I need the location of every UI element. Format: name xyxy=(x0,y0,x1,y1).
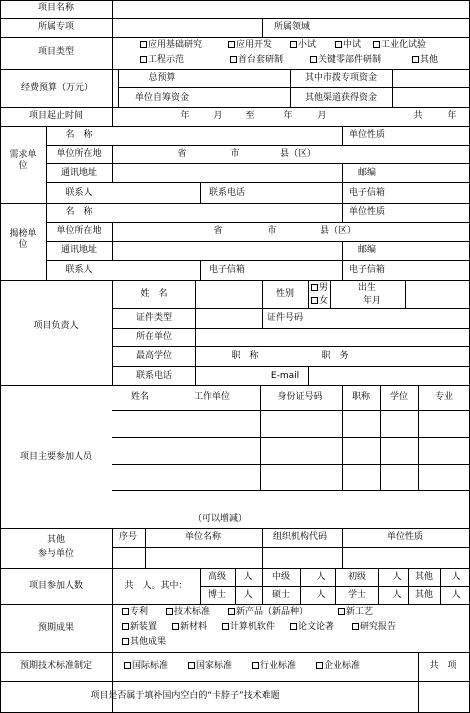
outcome-new-material[interactable]: 新材料 xyxy=(172,622,207,633)
row-line xyxy=(112,437,470,438)
city-funds-field[interactable] xyxy=(394,71,467,85)
col-line xyxy=(112,0,113,126)
demand-address-field[interactable] xyxy=(114,165,340,180)
demand-phone-label: 联系电话 xyxy=(208,188,246,198)
row-line xyxy=(46,163,470,164)
row-line xyxy=(46,222,470,223)
outcome-tech-standard[interactable]: 技术标准 xyxy=(166,607,210,618)
table-border-top xyxy=(0,0,470,1)
members-col-title: 职称 xyxy=(351,392,371,402)
col-line xyxy=(112,145,113,182)
members-col-major: 专业 xyxy=(434,392,454,402)
members-row[interactable] xyxy=(114,412,468,435)
row-line xyxy=(0,604,470,605)
doctor-label: 博士 xyxy=(207,590,227,600)
project-name-label: 项目名称 xyxy=(37,3,75,13)
outcome-new-process[interactable]: 新工艺 xyxy=(338,607,373,618)
checkbox-icon xyxy=(166,608,173,615)
demand-postcode-field[interactable] xyxy=(394,165,467,180)
senior-unit: 人 xyxy=(243,572,253,582)
phone-field[interactable] xyxy=(197,368,260,383)
email-label: E-mail xyxy=(270,371,300,381)
master-label: 硕士 xyxy=(271,590,291,600)
expandable-note: （可以增减） xyxy=(192,514,248,524)
row-line xyxy=(112,547,470,548)
type-option-small-trial[interactable]: 小试 xyxy=(290,40,316,51)
total-budget-label: 总预算 xyxy=(148,73,176,83)
col-line xyxy=(262,568,263,604)
checkbox-icon xyxy=(252,662,259,669)
project-type-label: 项目类型 xyxy=(37,47,75,57)
col-line xyxy=(200,568,201,604)
type-option-basic-research[interactable]: 应用基础研究 xyxy=(140,40,202,51)
checkbox-icon xyxy=(228,608,235,615)
demand-name-field[interactable] xyxy=(114,128,340,143)
demand-county: 县（区） xyxy=(279,149,317,159)
tech-email-field[interactable] xyxy=(256,262,340,278)
other-label: 其他 xyxy=(414,572,434,582)
checkbox-icon xyxy=(228,41,235,48)
checkbox-icon xyxy=(316,662,323,669)
total-budget-field[interactable] xyxy=(207,71,288,85)
type-option-industrial[interactable]: 工业化试验 xyxy=(373,40,426,51)
row-line xyxy=(0,69,470,70)
leader-name-label: 姓 名 xyxy=(140,289,168,299)
checkbox-icon xyxy=(122,608,129,615)
checkbox-icon xyxy=(310,56,317,63)
demand-unit-label: 需求单位 xyxy=(9,150,37,171)
checkbox-icon xyxy=(290,41,297,48)
tech-postcode-field[interactable] xyxy=(394,243,467,258)
members-col-name: 姓名 xyxy=(130,392,150,402)
col-line xyxy=(300,568,301,604)
col-line xyxy=(200,260,201,280)
middle-unit: 人 xyxy=(316,572,326,582)
outcome-report[interactable]: 研究报告 xyxy=(352,622,396,633)
tech-address-field[interactable] xyxy=(114,243,340,258)
checkbox-icon xyxy=(373,41,380,48)
count-label: 项目参加人数 xyxy=(28,581,84,591)
bottleneck-answer-field[interactable] xyxy=(420,683,467,710)
email-field[interactable] xyxy=(310,368,467,383)
col-line xyxy=(262,18,263,37)
post-label: 职 务 xyxy=(321,351,349,361)
id-type-field[interactable] xyxy=(197,310,260,326)
tech-email-label: 电子信箱 xyxy=(208,265,246,275)
col-line xyxy=(408,568,409,604)
birth-label: 出生 xyxy=(357,283,377,293)
tech-county: 县（区） xyxy=(319,226,357,236)
row-line xyxy=(46,241,470,242)
demand-name-label: 名 称 xyxy=(65,130,93,140)
col-line xyxy=(405,280,406,308)
leader-gender-label: 性别 xyxy=(275,289,295,299)
members-col-unit: 工作单位 xyxy=(193,392,231,402)
junior-unit: 人 xyxy=(392,572,402,582)
col-line xyxy=(46,126,47,280)
other-units-row[interactable] xyxy=(114,549,468,566)
other-funds-field[interactable] xyxy=(394,89,467,105)
leader-name-field[interactable] xyxy=(197,282,260,306)
tech-email-label-2: 电子信箱 xyxy=(348,265,386,275)
row-line xyxy=(0,385,470,386)
checkbox-icon xyxy=(290,623,297,630)
col-line xyxy=(235,568,236,604)
checkbox-icon xyxy=(230,56,237,63)
checkbox-icon xyxy=(338,608,345,615)
tech-contact-label: 联系人 xyxy=(65,265,93,275)
standard-international[interactable]: 国际标准 xyxy=(124,661,168,672)
birth-ym-label: 年月 xyxy=(362,296,382,306)
outcome-label: 预期成果 xyxy=(37,623,75,633)
tech-contact-field[interactable] xyxy=(114,262,198,278)
phone-label: 联系电话 xyxy=(135,371,173,381)
bachelor-unit: 人 xyxy=(392,590,402,600)
title-label: 职 称 xyxy=(231,351,259,361)
work-unit-field[interactable] xyxy=(197,330,467,344)
tech-name-label: 名 称 xyxy=(65,207,93,217)
row-line xyxy=(0,37,470,38)
col-line xyxy=(440,568,441,604)
tech-email-field-2[interactable] xyxy=(394,262,467,278)
col-line xyxy=(342,260,343,280)
self-funds-field[interactable] xyxy=(207,89,288,105)
row-line xyxy=(112,308,470,309)
row-line xyxy=(0,126,470,127)
tech-city: 市 xyxy=(267,226,277,236)
standard-total: 共 项 xyxy=(429,661,457,671)
bachelor-label: 学士 xyxy=(347,590,367,600)
period-to: 至 xyxy=(245,111,255,121)
col-line xyxy=(392,69,393,107)
row-line xyxy=(112,410,470,411)
tech-location-label: 单位所在地 xyxy=(56,226,102,236)
period-start-month: 月 xyxy=(213,111,223,121)
demand-email-label: 电子信箱 xyxy=(348,188,386,198)
col-line xyxy=(118,69,119,107)
other-degree-label: 其他 xyxy=(414,590,434,600)
checkbox-icon xyxy=(172,623,179,630)
table-border-left xyxy=(0,0,1,713)
checkbox-icon xyxy=(352,623,359,630)
col-line xyxy=(342,163,343,182)
tech-unit-label: 揭榜单位 xyxy=(9,229,37,250)
period-start-year: 年 xyxy=(180,111,190,121)
other-unit: 人 xyxy=(451,572,461,582)
demand-location-label: 单位所在地 xyxy=(56,149,102,159)
checkbox-icon xyxy=(124,662,131,669)
row-line xyxy=(118,87,470,88)
col-line xyxy=(290,69,291,107)
period-end-month: 月 xyxy=(317,111,327,121)
demand-contact-field[interactable] xyxy=(114,184,198,201)
row-line xyxy=(112,346,470,347)
tech-nature-field[interactable] xyxy=(394,205,467,220)
gender-male-option[interactable]: 男 xyxy=(311,283,328,294)
checkbox-icon xyxy=(188,662,195,669)
standard-enterprise[interactable]: 企业标准 xyxy=(316,661,360,672)
other-col-seq: 序号 xyxy=(118,532,138,542)
col-line xyxy=(342,182,343,203)
row-line xyxy=(0,203,470,204)
middle-label: 中级 xyxy=(271,572,291,582)
col-line xyxy=(378,568,379,604)
demand-city: 市 xyxy=(230,149,240,159)
period-label: 项目起止时间 xyxy=(28,111,84,121)
row-line xyxy=(112,464,470,465)
members-col-id: 身份证号码 xyxy=(277,392,323,402)
gender-female-option[interactable]: 女 xyxy=(311,296,328,307)
col-line xyxy=(330,280,331,308)
demand-postcode-label: 邮编 xyxy=(357,168,377,178)
type-option-other[interactable]: 其他 xyxy=(412,55,438,66)
col-line xyxy=(200,182,201,203)
outcome-new-device[interactable]: 新装置 xyxy=(122,622,157,633)
checkbox-icon xyxy=(122,623,129,630)
doctor-unit: 人 xyxy=(243,590,253,600)
tech-address-label: 通讯地址 xyxy=(60,245,98,255)
demand-nature-field[interactable] xyxy=(394,128,467,143)
type-option-demo[interactable]: 工程示范 xyxy=(140,55,184,66)
col-line xyxy=(112,528,113,568)
members-label: 项目主要参加人员 xyxy=(19,452,93,462)
field-label: 所属领域 xyxy=(273,22,311,32)
master-unit: 人 xyxy=(316,590,326,600)
col-line xyxy=(112,222,113,260)
self-funds-label: 单位自筹资金 xyxy=(134,93,190,103)
row-line xyxy=(0,107,470,108)
standard-industry[interactable]: 行业标准 xyxy=(252,661,296,672)
other-col-name: 单位名称 xyxy=(184,532,222,542)
id-no-field[interactable] xyxy=(310,310,467,326)
period-end-year: 年 xyxy=(283,111,293,121)
type-option-app-dev[interactable]: 应用开发 xyxy=(228,40,272,51)
city-funds-label: 其中市拨专项资金 xyxy=(304,73,378,83)
row-line xyxy=(0,280,470,281)
budget-label: 经费预算（万元） xyxy=(20,83,94,93)
checkbox-icon xyxy=(335,41,342,48)
col-line xyxy=(342,203,343,222)
row-line xyxy=(46,182,470,183)
period-total: 共 xyxy=(413,111,423,121)
demand-contact-label: 联系人 xyxy=(65,188,93,198)
total-persons: 共 人。其中： xyxy=(124,581,188,591)
senior-label: 高级 xyxy=(207,572,227,582)
row-line xyxy=(112,490,470,491)
demand-nature-label: 单位性质 xyxy=(348,130,386,140)
col-line xyxy=(342,126,343,145)
outcome-papers[interactable]: 论文论著 xyxy=(290,622,334,633)
standard-label: 预期技术标准制定 xyxy=(19,661,93,671)
members-col-degree: 学位 xyxy=(389,392,409,402)
row-line xyxy=(46,145,470,146)
other-col-nature: 单位性质 xyxy=(386,532,424,542)
type-option-first-set[interactable]: 首台套研制 xyxy=(230,55,283,66)
period-years: 年 xyxy=(447,111,457,121)
checkbox-icon xyxy=(412,56,419,63)
project-name-field[interactable] xyxy=(114,2,468,16)
other-degree-unit: 人 xyxy=(451,590,461,600)
row-line xyxy=(0,528,470,529)
standard-national[interactable]: 国家标准 xyxy=(188,661,232,672)
leader-label: 项目负责人 xyxy=(33,321,79,331)
field-field[interactable] xyxy=(322,20,467,35)
row-line xyxy=(112,366,470,367)
other-funds-label: 其他渠道获得资金 xyxy=(304,93,378,103)
checkbox-icon xyxy=(140,41,147,48)
tech-postcode-label: 邮编 xyxy=(357,245,377,255)
row-line xyxy=(46,260,470,261)
other-units-label: 其他 xyxy=(46,535,66,545)
degree-label: 最高学位 xyxy=(135,351,173,361)
demand-province: 省 xyxy=(177,149,187,159)
demand-address-label: 通讯地址 xyxy=(60,168,98,178)
id-type-label: 证件类型 xyxy=(135,313,173,323)
tech-province: 省 xyxy=(213,226,223,236)
col-line xyxy=(335,568,336,604)
outcome-software[interactable]: 计算机软件 xyxy=(222,622,275,633)
col-line xyxy=(308,366,309,385)
specialty-field[interactable] xyxy=(114,20,260,35)
row-line xyxy=(0,652,470,653)
col-line xyxy=(308,280,309,308)
col-line xyxy=(112,280,113,385)
specialty-label: 所属专项 xyxy=(37,22,75,32)
outcome-patent[interactable]: 专利 xyxy=(122,607,148,618)
members-row[interactable] xyxy=(114,466,468,488)
birth-field[interactable] xyxy=(407,282,467,306)
col-line xyxy=(195,280,196,385)
members-row[interactable] xyxy=(114,439,468,462)
outcome-other[interactable]: 其他成果 xyxy=(122,637,166,648)
type-option-key-parts[interactable]: 关键零部件研制 xyxy=(310,55,381,66)
row-line xyxy=(0,18,470,19)
col-line xyxy=(342,241,343,260)
id-no-label: 证件号码 xyxy=(266,313,304,323)
tech-name-field[interactable] xyxy=(114,205,340,220)
checkbox-icon xyxy=(122,638,129,645)
checkbox-icon xyxy=(311,297,318,304)
demand-email-field[interactable] xyxy=(394,184,467,201)
type-option-pilot[interactable]: 中试 xyxy=(335,40,361,51)
col-line xyxy=(418,652,419,712)
other-units-label-2: 参与单位 xyxy=(37,549,75,559)
bottleneck-question: 项目是否属于填补国内空白的“卡脖子”技术难题 xyxy=(90,691,280,701)
other-col-code: 组织机构代码 xyxy=(272,532,328,542)
outcome-new-product[interactable]: 新产品（新品种） xyxy=(228,607,308,618)
demand-phone-field[interactable] xyxy=(256,184,340,201)
row-line xyxy=(0,681,470,682)
row-line xyxy=(112,328,470,329)
tech-nature-label: 单位性质 xyxy=(348,207,386,217)
checkbox-icon xyxy=(222,623,229,630)
work-unit-label: 所在单位 xyxy=(135,332,173,342)
col-line xyxy=(262,280,263,328)
checkbox-icon xyxy=(140,56,147,63)
junior-label: 初级 xyxy=(347,572,367,582)
checkbox-icon xyxy=(311,284,318,291)
